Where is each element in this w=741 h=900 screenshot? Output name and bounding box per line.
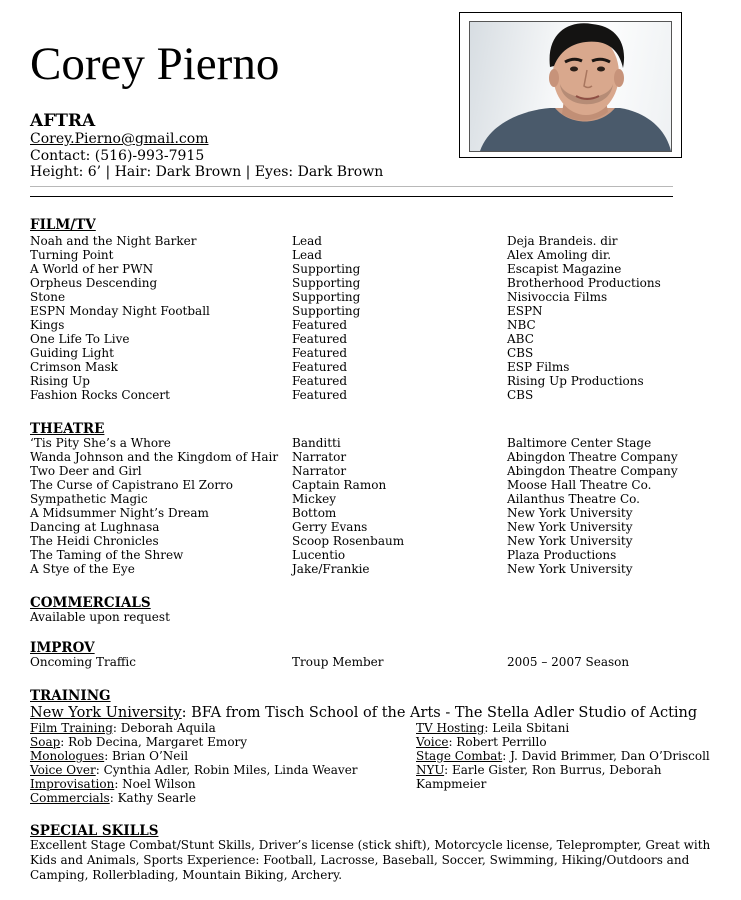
credit-role: Captain Ramon [292, 478, 387, 492]
credit-row [30, 304, 710, 318]
training-value: : Leila Sbitani [484, 721, 570, 735]
credit-company: Alex Amoling dir. [507, 248, 612, 262]
credit-role: Featured [292, 318, 347, 332]
training-label: Voice Over [30, 763, 96, 777]
training-item [30, 735, 358, 749]
credit-company: ESPN [507, 304, 543, 318]
credit-title: Crimson Mask [30, 360, 118, 374]
credit-title: The Heidi Chronicles [30, 534, 159, 548]
physical-stats: Height: 6’ | Hair: Dark Brown | Eyes: Dark Brown [30, 164, 384, 180]
credit-company: ESP Films [507, 360, 570, 374]
credit-role: Gerry Evans [292, 520, 368, 534]
credit-company: Abingdon Theatre Company [507, 450, 678, 464]
credit-title: The Taming of the Shrew [30, 548, 184, 562]
credit-role: Supporting [292, 276, 361, 290]
credit-title: A Midsummer Night’s Dream [30, 506, 209, 520]
training-item [30, 749, 358, 763]
training-value: : Deborah Aquila [112, 721, 216, 735]
credit-company: Baltimore Center Stage [507, 436, 652, 450]
training-label: Improvisation [30, 777, 115, 791]
credit-title: Oncoming Traffic [30, 655, 136, 669]
credit-row [30, 534, 710, 548]
credit-company: Rising Up Productions [507, 374, 644, 388]
credit-role: Bottom [292, 506, 337, 520]
credit-role: Featured [292, 332, 347, 346]
training-value: : J. David Brimmer, Dan O’Driscoll [502, 749, 710, 763]
training-value: : Brian O’Neil [104, 749, 189, 763]
credit-title: A World of her PWN [30, 262, 154, 276]
credit-role: Narrator [292, 464, 347, 478]
credit-row [30, 436, 710, 450]
credit-row [30, 450, 710, 464]
actor-name: Corey Pierno [30, 38, 280, 90]
credit-company: Abingdon Theatre Company [507, 464, 678, 478]
credit-row [30, 492, 710, 506]
credit-title: Sympathetic Magic [30, 492, 148, 506]
credit-title: Fashion Rocks Concert [30, 388, 170, 402]
credit-company: Plaza Productions [507, 548, 617, 562]
film-tv-heading: FILM/TV [30, 217, 96, 233]
credit-row [30, 548, 710, 562]
contact-info [30, 131, 383, 181]
credit-company: CBS [507, 388, 534, 402]
credit-role: Featured [292, 346, 347, 360]
credit-row [30, 506, 710, 520]
training-value: : Rob Decina, Margaret Emory [60, 735, 248, 749]
training-school [30, 705, 697, 722]
credit-company: CBS [507, 346, 534, 360]
credit-title: One Life To Live [30, 332, 130, 346]
credit-company: ABC [507, 332, 534, 346]
training-item [30, 721, 358, 735]
credit-row [30, 464, 710, 478]
improv-credits [30, 655, 710, 669]
credit-title: ESPN Monday Night Football [30, 304, 210, 318]
training-label: TV Hosting [416, 721, 485, 735]
credit-row [30, 520, 710, 534]
credit-row [30, 562, 710, 576]
credit-company: New York University [507, 534, 633, 548]
credit-role: Banditti [292, 436, 341, 450]
headshot-photo [469, 21, 672, 152]
credit-role: Troup Member [292, 655, 384, 669]
credit-row [30, 234, 710, 248]
credit-row [30, 374, 710, 388]
credit-role: Lead [292, 234, 322, 248]
credit-company: NBC [507, 318, 536, 332]
training-value: Kampmeier [416, 777, 487, 791]
training-heading: TRAINING [30, 688, 111, 704]
credit-company: Escapist Magazine [507, 262, 622, 276]
credit-row [30, 388, 710, 402]
special-skills-heading: SPECIAL SKILLS [30, 823, 159, 839]
credit-title: Dancing at Lughnasa [30, 520, 160, 534]
school-name: New York University [30, 705, 182, 721]
training-item [30, 777, 358, 791]
training-label: Stage Combat [416, 749, 503, 763]
credit-company: New York University [507, 562, 633, 576]
credit-title: Two Deer and Girl [30, 464, 142, 478]
theatre-heading: THEATRE [30, 421, 105, 437]
improv-heading: IMPROV [30, 640, 95, 656]
credit-row [30, 262, 710, 276]
credit-role: Featured [292, 374, 347, 388]
credit-title: Guiding Light [30, 346, 114, 360]
credit-title: Noah and the Night Barker [30, 234, 197, 248]
header-divider-light [30, 186, 673, 187]
credit-role: Lucentio [292, 548, 346, 562]
training-item [416, 735, 710, 749]
credit-title: Turning Point [30, 248, 114, 262]
credit-company: Moose Hall Theatre Co. [507, 478, 652, 492]
training-label: Film Training [30, 721, 113, 735]
training-value: : Noel Wilson [114, 777, 196, 791]
training-value: : Robert Perrillo [448, 735, 547, 749]
training-item [416, 749, 710, 763]
credit-company: Ailanthus Theatre Co. [507, 492, 640, 506]
credit-title: Rising Up [30, 374, 90, 388]
school-detail: : BFA from Tisch School of the Arts - The Stella Adler Studio of Acting [181, 705, 698, 721]
credit-role: Supporting [292, 262, 361, 276]
film-tv-credits [30, 234, 710, 402]
credit-role: Jake/Frankie [292, 562, 370, 576]
credit-title: Kings [30, 318, 65, 332]
credit-role: Scoop Rosenbaum [292, 534, 405, 548]
training-label: NYU [416, 763, 445, 777]
training-item [416, 777, 710, 791]
credit-company: New York University [507, 506, 633, 520]
training-value: : Cynthia Adler, Robin Miles, Linda Weaver [95, 763, 358, 777]
credit-company: Deja Brandeis. dir [507, 234, 618, 248]
email-link[interactable]: Corey.Pierno@gmail.com [30, 131, 209, 147]
credit-row [30, 276, 710, 290]
training-list-left [30, 721, 358, 805]
credit-row [30, 318, 710, 332]
commercials-heading: COMMERCIALS [30, 595, 151, 611]
special-skills-text: Excellent Stage Combat/Stunt Skills, Driver’s license (stick shift), Motorcycle license, Teleprompter, Great with Kids and Animals, Sports Experience: Football, Lacrosse, Baseball, Soccer, Swimming, Hiking/Outdoors and Camping, Rollerblading, Mountain Biking, Archery. [30, 838, 711, 882]
training-value: : Earle Gister, Ron Burrus, Deborah [444, 763, 662, 777]
headshot-frame [459, 12, 682, 158]
theatre-credits [30, 436, 710, 576]
phone-contact: Contact: (516)-993-7915 [30, 147, 205, 164]
credit-company: New York University [507, 520, 633, 534]
credit-company: 2005 – 2007 Season [507, 655, 630, 669]
credit-role: Featured [292, 360, 347, 374]
credit-title: The Curse of Capistrano El Zorro [30, 478, 234, 492]
commercials-text: Available upon request [30, 610, 170, 624]
credit-title: Stone [30, 290, 66, 304]
header-divider-dark [30, 196, 673, 197]
credit-role: Featured [292, 388, 347, 402]
credit-row [30, 655, 710, 669]
credit-role: Supporting [292, 290, 361, 304]
training-item [416, 721, 710, 735]
credit-company: Nisivoccia Films [507, 290, 608, 304]
credit-role: Narrator [292, 450, 347, 464]
credit-title: Wanda Johnson and the Kingdom of Hair [30, 450, 279, 464]
training-label: Monologues [30, 749, 105, 763]
training-label: Voice [416, 735, 449, 749]
training-value: : Kathy Searle [109, 791, 196, 805]
credit-title: A Stye of the Eye [30, 562, 135, 576]
training-list-right [416, 721, 710, 791]
credit-row [30, 332, 710, 346]
credit-row [30, 248, 710, 262]
training-item [30, 763, 358, 777]
credit-row [30, 346, 710, 360]
credit-row [30, 290, 710, 304]
credit-role: Mickey [292, 492, 336, 506]
credit-title: ‘Tis Pity She’s a Whore [30, 436, 171, 450]
credit-row [30, 360, 710, 374]
credit-title: Orpheus Descending [30, 276, 158, 290]
training-item [416, 763, 710, 777]
training-label: Commercials [30, 791, 110, 805]
union-affiliation: AFTRA [30, 111, 96, 131]
credit-role: Supporting [292, 304, 361, 318]
credit-company: Brotherhood Productions [507, 276, 661, 290]
training-item [30, 791, 358, 805]
training-label: Soap [30, 735, 61, 749]
credit-row [30, 478, 710, 492]
credit-role: Lead [292, 248, 322, 262]
headshot-illustration [470, 22, 671, 151]
